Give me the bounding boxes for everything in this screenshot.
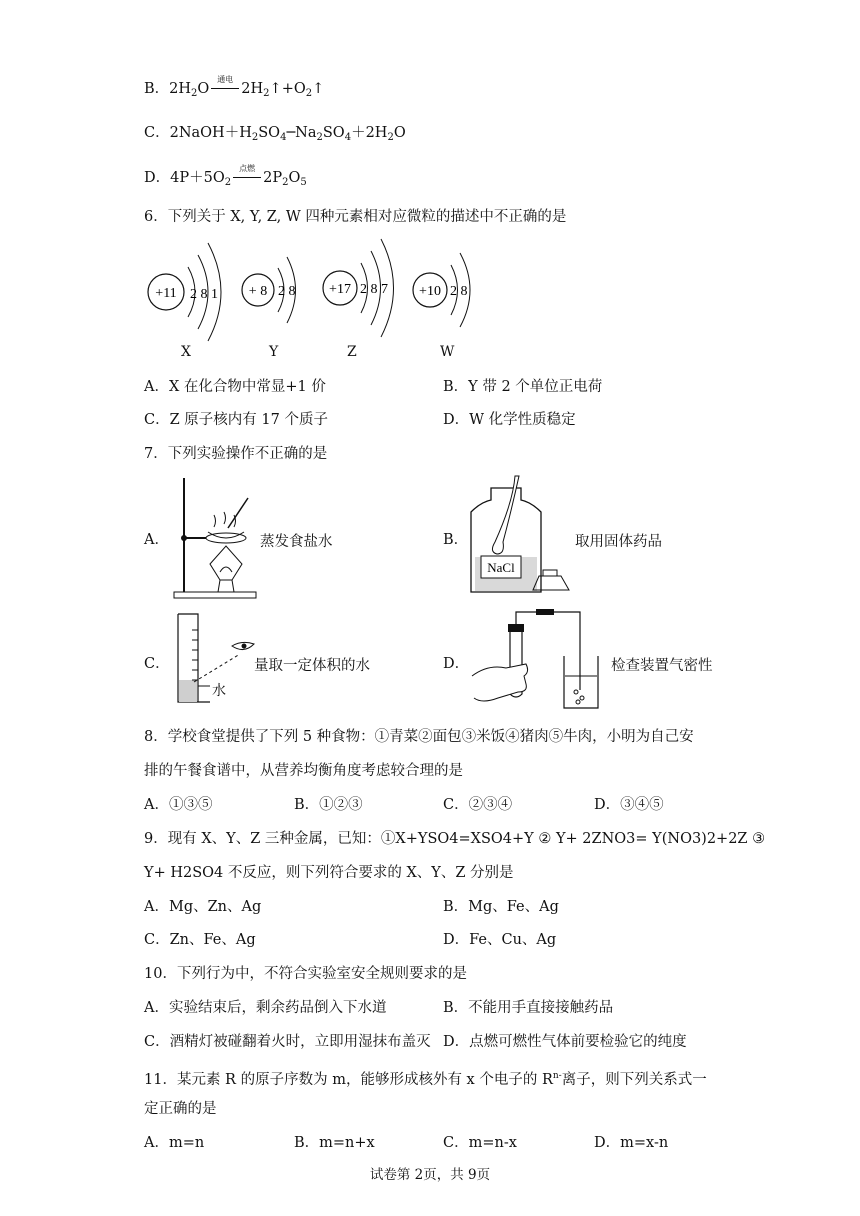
- evaporation-apparatus-figure: [170, 472, 260, 602]
- option-letter: D．: [144, 170, 171, 186]
- q6-option-d: D．W 化学性质稳定: [443, 412, 576, 428]
- q7-c-caption: 量取一定体积的水: [254, 658, 370, 674]
- atom-z-diagram: [323, 239, 394, 337]
- q5-option-b: B．$2H_2O$ 通电 $2H_2↑+O_2↑$: [144, 79, 324, 104]
- airtightness-apparatus-figure: [468, 606, 616, 714]
- q8-stem-line1: 8．学校食堂提供了下列 5 种食物：①青菜②面包③米饭④猪肉⑤牛肉，小明为自己安: [144, 729, 694, 745]
- atom-y-label: Y: [269, 344, 279, 360]
- q10-stem: 10．下列行为中，不符合实验室安全规则要求的是: [144, 966, 467, 982]
- electrolysis-condition: [209, 75, 241, 99]
- q11-option-b: B．m=n+x: [294, 1135, 375, 1151]
- atom-w-diagram: [413, 253, 470, 327]
- q9-option-b: B．Mg、Fe、Ag: [443, 899, 559, 915]
- condition-text: 点燃: [239, 164, 256, 173]
- atom-x-shells: 2 8 1: [190, 287, 218, 302]
- atom-y-shells: 2 8: [278, 284, 296, 299]
- q7-b-letter: B．: [443, 532, 469, 548]
- atom-z-label: Z: [347, 344, 357, 360]
- q9-stem-line1: 9．现有 X、Y、Z 三种金属，已知：①X+YSO4=XSO4+Y ② Y+ 2ZNO3= Y(NO3)2+2Z ③: [144, 831, 766, 847]
- q5-option-d: D．$4P+5O_2$ 点燃 $2P_2O_5$: [144, 168, 307, 193]
- water-label: 水: [212, 683, 226, 699]
- reagent-bottle-figure: [465, 472, 580, 597]
- option-letter: C．: [144, 125, 170, 141]
- atom-z-shells: 2 8 7: [360, 282, 388, 297]
- q11-option-c: C．m=n-x: [443, 1135, 517, 1151]
- q8-option-a: A．①③⑤: [144, 797, 213, 813]
- q7-a-letter: A．: [144, 532, 169, 548]
- q11-stem-line2: 定正确的是: [144, 1101, 217, 1117]
- nacl-label: NaCl: [487, 560, 515, 575]
- q7-c-letter: C．: [144, 656, 170, 672]
- q7-d-caption: 检查装置气密性: [611, 658, 713, 674]
- atom-w-shells: 2 8: [450, 284, 468, 299]
- page-footer: 试卷第 2页，共 9页: [369, 1167, 491, 1183]
- ignite-condition: [231, 164, 263, 188]
- q6-stem: 6．下列关于 X, Y, Z, W 四种元素相对应微粒的描述中不正确的是: [144, 209, 567, 225]
- atom-x-nucleus: +11: [155, 286, 177, 301]
- q8-option-d: D．③④⑤: [594, 797, 664, 813]
- q9-option-a: A．Mg、Zn、Ag: [144, 899, 262, 915]
- atom-w-nucleus: +10: [419, 284, 441, 299]
- q8-stem-line2: 排的午餐食谱中，从营养均衡角度考虑较合理的是: [144, 763, 463, 779]
- q8-option-b: B．①②③: [294, 797, 363, 813]
- atom-x-diagram: [148, 243, 221, 341]
- q11-option-d: D．m=x-n: [594, 1135, 669, 1151]
- option-letter: B．: [144, 81, 170, 97]
- q11-stem-part1: 11．某元素 R 的原子序数为 m，能够形成核外有 x 个电子的 R: [144, 1072, 553, 1088]
- q9-stem-line2: Y+ H2SO4 不反应，则下列符合要求的 X、Y、Z 分别是: [144, 865, 514, 881]
- q6-option-c: C．Z 原子核内有 17 个质子: [144, 412, 328, 428]
- q6-option-b: B．Y 带 2 个单位正电荷: [443, 379, 603, 395]
- atom-z-nucleus: +17: [329, 282, 351, 297]
- q9-option-d: D．Fe、Cu、Ag: [443, 932, 557, 948]
- atom-structure-diagrams: [140, 235, 500, 345]
- q11-stem-line1: [144, 1066, 707, 1090]
- q7-b-caption: 取用固体药品: [575, 534, 662, 550]
- q11-option-a: A．m=n: [144, 1135, 205, 1151]
- atom-w-label: W: [440, 344, 455, 360]
- q11-stem-part2: 离子，则下列关系式一: [561, 1072, 707, 1088]
- q5-option-c: C．$2NaOH+H_2SO_4─Na_2SO_4+2H_2O$: [144, 125, 406, 143]
- q10-option-a: A．实验结束后，剩余药品倒入下水道: [144, 1000, 387, 1016]
- q10-option-b: B．不能用手直接接触药品: [443, 1000, 614, 1016]
- q7-stem: 7．下列实验操作不正确的是: [144, 446, 328, 462]
- condition-text: 通电: [217, 75, 234, 84]
- q8-option-c: C．②③④: [443, 797, 513, 813]
- q6-option-a: A．X 在化合物中常显+1 价: [144, 379, 326, 395]
- q10-option-d: D．点燃可燃性气体前要检验它的纯度: [443, 1034, 687, 1050]
- atom-x-label: X: [181, 344, 191, 360]
- q7-a-caption: 蒸发食盐水: [260, 534, 333, 550]
- atom-y-diagram: [242, 257, 296, 323]
- q9-option-c: C．Zn、Fe、Ag: [144, 932, 256, 948]
- ion-charge: n-: [552, 1071, 562, 1081]
- q7-d-letter: D．: [443, 656, 470, 672]
- q10-option-c: C．酒精灯被碰翻着火时，立即用湿抹布盖灭: [144, 1034, 431, 1050]
- atom-y-nucleus: + 8: [248, 284, 268, 299]
